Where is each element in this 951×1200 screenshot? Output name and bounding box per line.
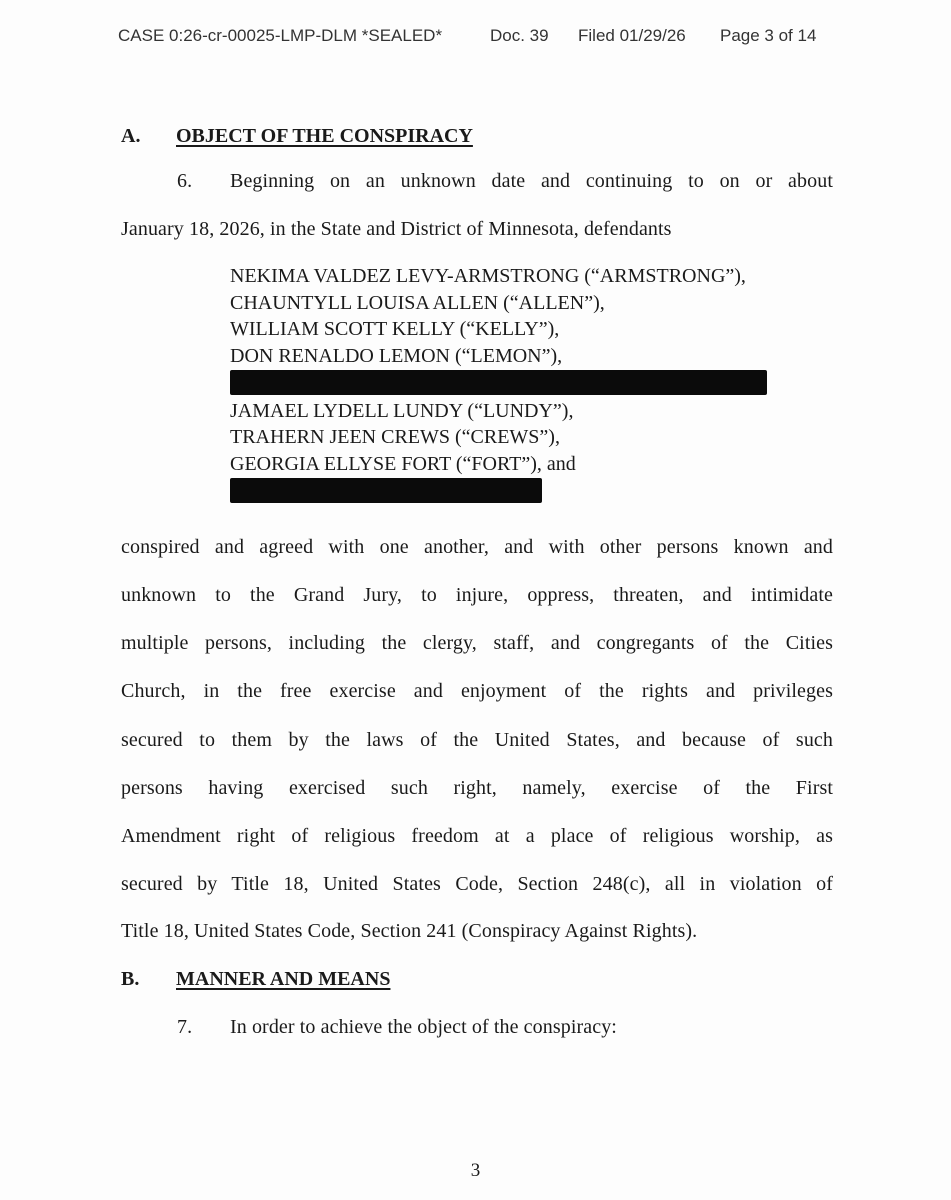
page-number: 3 xyxy=(470,1160,481,1181)
section-b-title: MANNER AND MEANS xyxy=(176,968,391,990)
body-line: secured to them by the laws of the United States, and because of such xyxy=(121,729,833,751)
page-count: Page 3 of 14 xyxy=(720,26,817,45)
case-header xyxy=(118,26,828,50)
paragraph-7 xyxy=(177,1016,617,1039)
defendant-allen: CHAUNTYLL LOUISA ALLEN (“ALLEN”), xyxy=(230,291,605,314)
document-number: Doc. 39 xyxy=(490,26,549,45)
body-line: conspired and agreed with one another, and with other persons known and xyxy=(121,536,833,558)
body-line: persons having exercised such right, namely, exercise of the First xyxy=(121,777,833,799)
defendant-armstrong: NEKIMA VALDEZ LEVY-ARMSTRONG (“ARMSTRONG”), xyxy=(230,265,746,287)
defendant-lundy: JAMAEL LYDELL LUNDY (“LUNDY”), xyxy=(230,399,574,422)
defendant-fort: GEORGIA ELLYSE FORT (“FORT”), and xyxy=(230,452,576,475)
section-a-title: OBJECT OF THE CONSPIRACY xyxy=(176,125,473,147)
section-a-letter: A. xyxy=(121,125,141,147)
redaction-bar xyxy=(230,370,767,395)
defendant-list xyxy=(230,263,767,504)
paragraph-6-line-1: Beginning on an unknown date and continuing to on or about xyxy=(230,170,833,192)
defendant-crews: TRAHERN JEEN CREWS (“CREWS”), xyxy=(230,426,560,448)
section-b-heading xyxy=(121,968,390,991)
body-line: Church, in the free exercise and enjoyment of the rights and privileges xyxy=(121,680,833,702)
paragraph-7-number: 7. xyxy=(177,1016,193,1038)
paragraph-6-first-line xyxy=(177,170,833,193)
redaction-bar xyxy=(230,478,542,503)
body-line: Amendment right of religious freedom at a place of religious worship, as xyxy=(121,825,833,847)
defendant-kelly: WILLIAM SCOTT KELLY (“KELLY”), xyxy=(230,318,560,340)
case-number: CASE 0:26-cr-00025-LMP-DLM *SEALED* xyxy=(118,26,443,45)
defendant-lemon: DON RENALDO LEMON (“LEMON”), xyxy=(230,344,563,367)
section-a-heading xyxy=(121,125,473,148)
body-line: unknown to the Grand Jury, to injure, oppress, threaten, and intimidate xyxy=(121,584,833,606)
paragraph-6-line-2: January 18, 2026, in the State and District of Minnesota, defendants xyxy=(121,218,672,240)
paragraph-7-text: In order to achieve the object of the conspiracy: xyxy=(230,1016,617,1038)
filed-date: Filed 01/29/26 xyxy=(578,26,686,45)
body-line: secured by Title 18, United States Code, Section 248(c), all in violation of xyxy=(121,873,833,895)
body-line: Title 18, United States Code, Section 241 (Conspiracy Against Rights). xyxy=(121,920,698,942)
section-b-letter: B. xyxy=(121,968,140,990)
paragraph-6-number: 6. xyxy=(177,170,193,192)
body-line: multiple persons, including the clergy, staff, and congregants of the Cities xyxy=(121,632,833,654)
